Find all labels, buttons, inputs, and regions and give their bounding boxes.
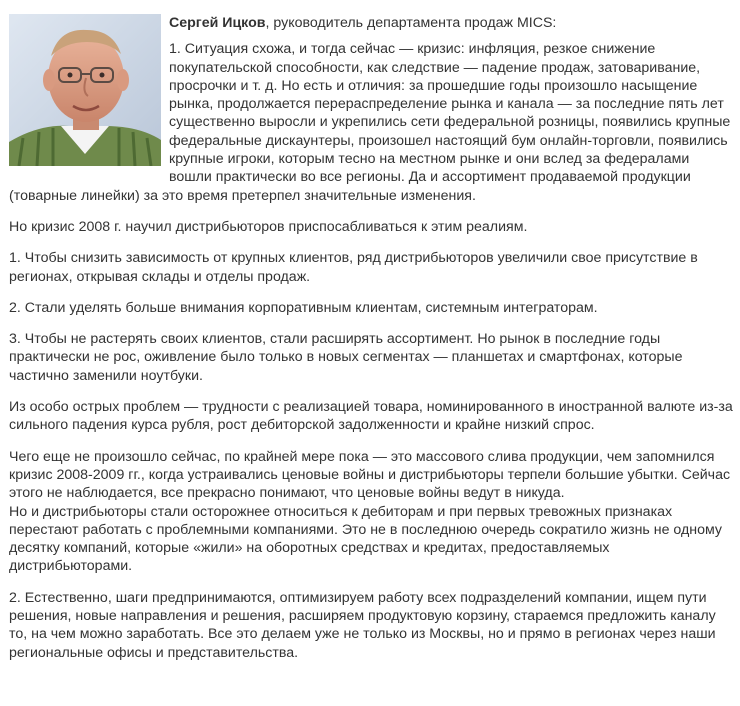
paragraph-situation: 1. Ситуация схожа, и тогда сейчас — кризис: инфляция, резкое снижение покупательской способности, как следствие — падение продаж, затоваривание, просрочки и т. д. Но есть и отличия: за прошедшие годы произошло насыщение рынка, продолжается перераспределение рынка и канала — за последние пять лет существенно выросли и укрепились сети федеральной розницы, появились крупные федеральные дискаунтеры, произошел настоящий бум онлайн-торговли, появились крупные игроки, которым тесно на местном рынке и они вслед за федералами вошли практически во все регионы. Да и ассортимент продаваемой продукции (товарные линейки) за это время претерпел значительные изменения.: [9, 41, 731, 204]
author-photo: [9, 14, 161, 166]
paragraph-no-dumping: Чего еще не произошло сейчас, по крайней мере пока — это массового слива продукции, чем запомнился кризис 2008-2009 гг., когда устраивались ценовые войны и дистрибьюторы терпели большие убытки. Сейчас этого не наблюдается, все прекрасно понимают, что ценовые войны ведут в никуда.: [9, 448, 731, 502]
author-portrait-image: [9, 14, 161, 166]
paragraph-steps: 2. Естественно, шаги предпринимаются, оптимизируем работу всех подразделений компании, ищем пути решения, новые направления и решения, расширяем продуктовую корзину, стараемся предложить каналу то, на чем можно заработать. Все это делаем уже не только из Москвы, но и прямо в регионах через наши региональные офисы и представительства.: [9, 589, 716, 661]
author-name: Сергей Ицков: [169, 15, 266, 31]
paragraph-point-corporate: 2. Стали уделять больше внимания корпоративным клиентам, системным интеграторам.: [9, 299, 598, 316]
paragraph-problems: Из особо острых проблем — трудности с реализацией товара, номинированного в иностранной валюте из-за сильного падения курса рубля, рост дебиторской задолженности и крайне низкий спрос.: [9, 399, 733, 434]
paragraph-point-regions: 1. Чтобы снизить зависимость от крупных клиентов, ряд дистрибьюторов увеличили свое присутствие в регионах, открывая склады и отделы продаж.: [9, 250, 698, 285]
paragraph-debtors: Но и дистрибьюторы стали осторожнее относиться к дебиторам и при первых тревожных признаках перестают работать с проблемными компаниями. Это не в последнюю очередь сократило жизнь не одному десятку компаний, которые «жили» на оборотных средствах и кредитах, предоставляемых дистрибьюторами.: [9, 503, 723, 575]
author-line: [169, 14, 736, 32]
paragraph-point-assortment: 3. Чтобы не растерять своих клиентов, стали расширять ассортимент. Но рынок в последние годы практически не рос, оживление было только в новых сегментах — планшетах и смартфонах, которые частично заменили ноутбуки.: [9, 331, 683, 384]
paragraph-crisis-lesson: Но кризис 2008 г. научил дистрибьюторов приспосабливаться к этим реалиям.: [9, 218, 528, 235]
author-position: , руководитель департамента продаж MICS:: [265, 15, 557, 31]
